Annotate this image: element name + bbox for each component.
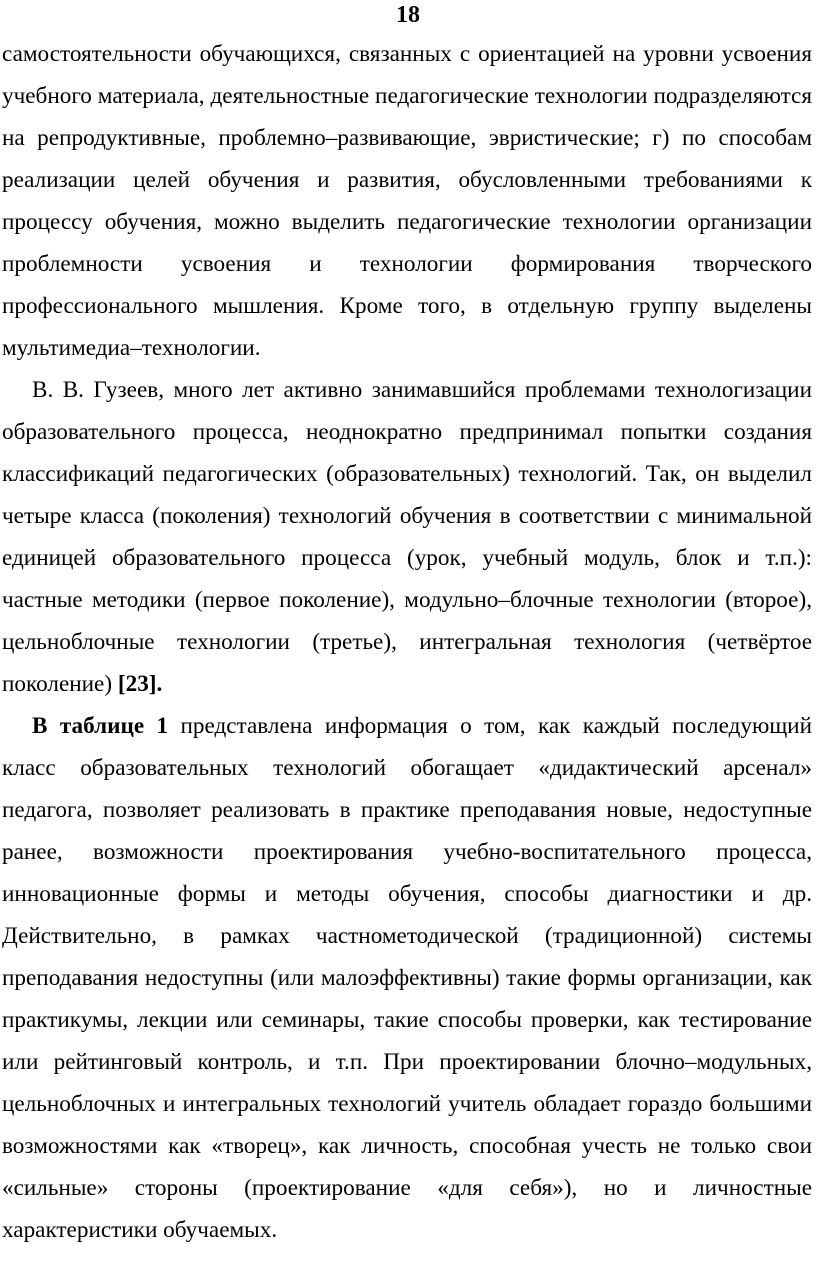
table-reference: В таблице 1: [32, 713, 169, 739]
paragraph-continuation: [2, 33, 812, 369]
citation-reference: [23].: [117, 671, 163, 697]
paragraph-text: самостоятельности обучающихся, связанных с ориентацией на уровни усвоения учебного материала, деятельностные педагогические технологии подразделяются на репродуктивные, проблемно–развивающие, эвристические; г) по способам реализации целей обучения и развития, обусловленными требованиями к процессу обучения, можно выделить педагогические технологии организации проблемности усвоения и технологии формирования творческого профессионального мышления. Кроме того, в отдельную группу выделены мультимедиа–технологии.: [2, 41, 812, 361]
paragraph-text: представлена информация о том, как каждый последующий класс образовательных технологий обогащает «дидактический арсенал» педагога, позволяет реализовать в практике преподавания новые, недоступные ранее, возможности проектирования учебно-воспитательного процесса, инновационные формы и методы обучения, способы диагностики и др. Действительно, в рамках частнометодической (традиционной) системы преподавания недоступны (или малоэффективны) такие формы организации, как практикумы, лекции или семинары, такие способы проверки, как тестирование или рейтинговый контроль, и т.п. При проектировании блочно–модульных, цельноблочных и интегральных технологий учитель обладает гораздо большими возможностями как «творец», как личность, способная учесть не только свои «сильные» стороны (проектирование «для себя»), но и личностные характеристики обучаемых.: [2, 713, 812, 1243]
paragraph-guzeev: [2, 369, 812, 705]
document-body: [2, 33, 812, 1251]
paragraph-table-reference: [2, 705, 812, 1251]
page-number: 18: [396, 2, 420, 28]
paragraph-text: В. В. Гузеев, много лет активно занимавшийся проблемами технологизации образовательного процесса, неоднократно предпринимал попытки создания классификаций педагогических (образовательных) технологий. Так, он выделил четыре класса (поколения) технологий обучения в соответствии с минимальной единицей образовательного процесса (урок, учебный модуль, блок и т.п.): частные методики (первое поколение), модульно–блочные технологии (второе), цельноблочные технологии (третье), интегральная технология (четвёртое поколение): [2, 377, 812, 697]
